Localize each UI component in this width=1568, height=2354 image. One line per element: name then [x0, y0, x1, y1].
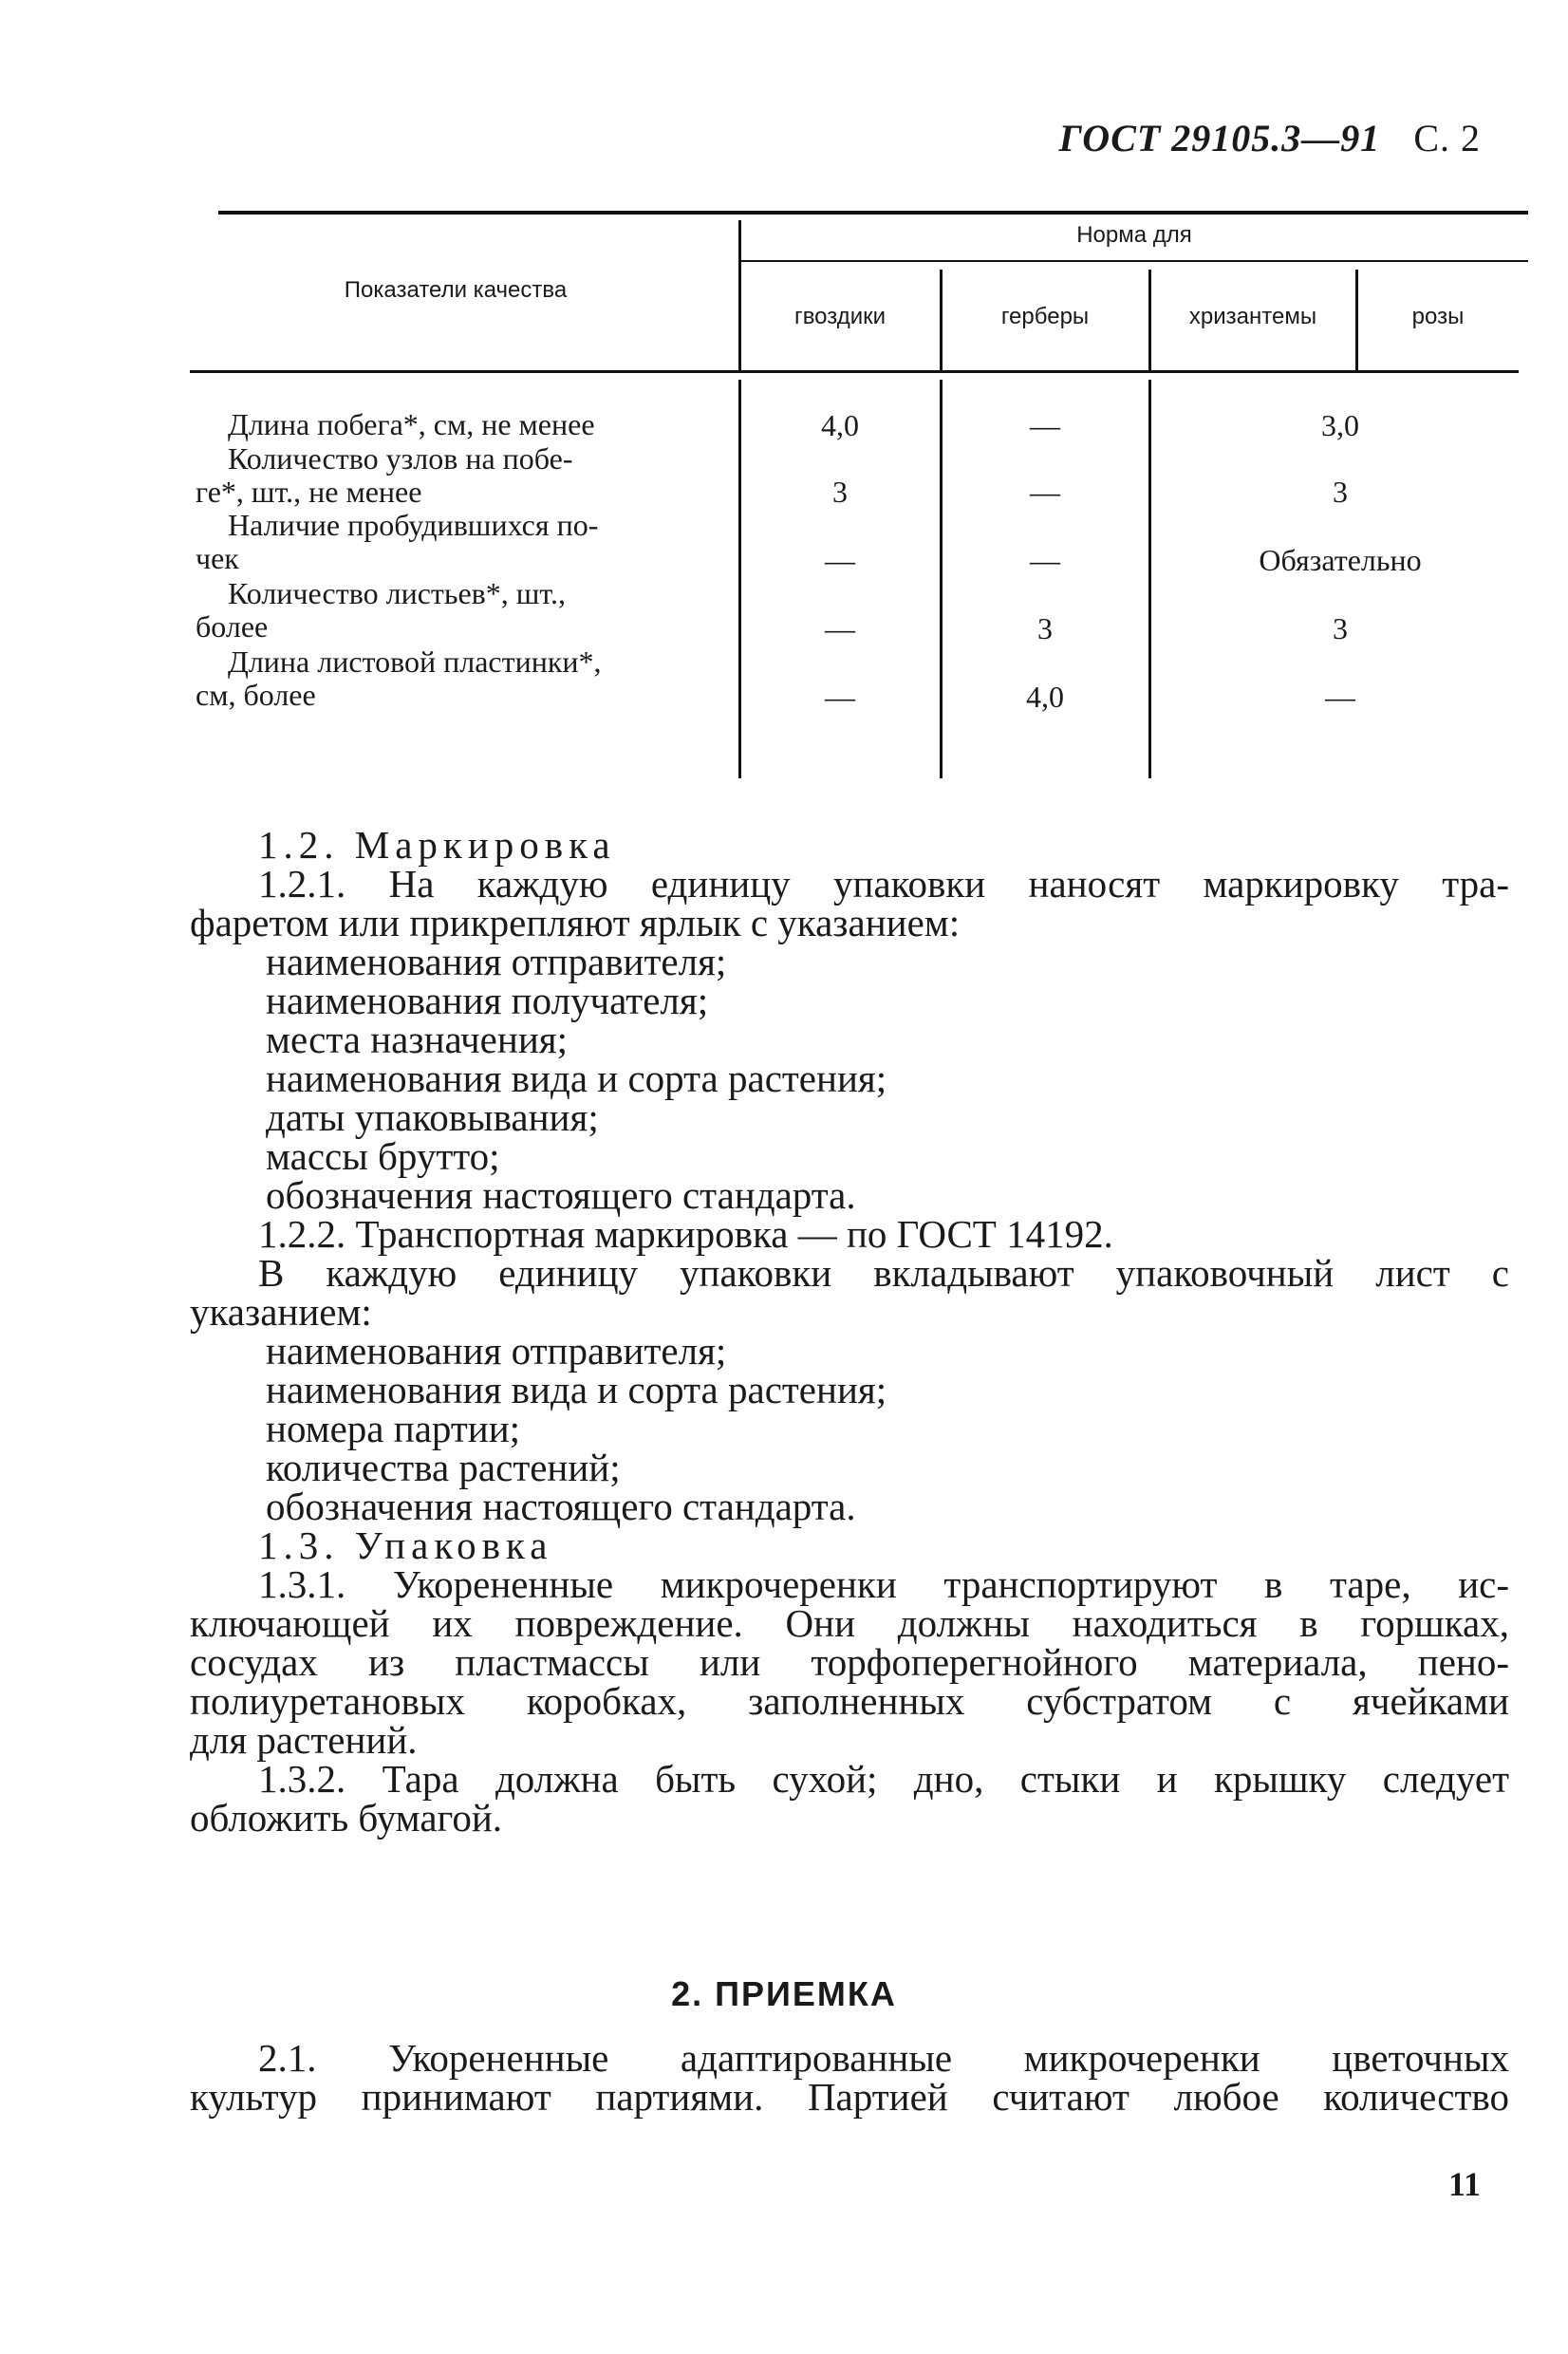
col-header-chrysanthemum: хризантемы: [1188, 304, 1317, 329]
cell-nodes-carnation: 3: [832, 475, 848, 509]
row-label-shoot-length: [196, 408, 595, 441]
cell-blade-chrys-rose: —: [1325, 680, 1355, 714]
paragraph-line: фаретом или прикрепляют ярлык с указанием:: [190, 901, 961, 944]
header-bottom-rule: [190, 370, 1519, 373]
label-line: Длина побега*, см, не менее: [228, 407, 595, 441]
label-line: ге*, шт., не менее: [196, 475, 422, 509]
page-number: 11: [1447, 2165, 1481, 2203]
cell-shoot-gerbera: —: [1030, 408, 1060, 442]
paragraph-line: 1.2.2. Транспортная маркировка — по ГОСТ 14192.: [258, 1212, 1113, 1256]
list-item: наименования получателя;: [266, 979, 709, 1022]
list-item: количества растений;: [266, 1446, 621, 1489]
paragraph-line: для растений.: [190, 1718, 418, 1762]
cell-leaves-carnation: —: [825, 611, 855, 645]
paragraph-line: 2.1. Укорененные адаптированные микрочеренки цветочных: [258, 2036, 1509, 2080]
list-item: наименования отправителя;: [266, 940, 727, 983]
quality-table: [190, 211, 1509, 780]
paragraph-line: В каждую единицу упаковки вкладывают упаковочный лист с: [258, 1251, 1509, 1295]
paragraph-line: обложить бумагой.: [190, 1796, 503, 1840]
paragraph-line: 1.2.1. На каждую единицу упаковки наносят маркировку тра-: [258, 862, 1509, 906]
page-ref: С. 2: [1413, 117, 1481, 159]
label-line: более: [196, 609, 269, 644]
row-label-leaf-blade: [196, 645, 602, 712]
table-top-rule: [218, 211, 1528, 215]
list-item: номера партии;: [266, 1407, 521, 1450]
label-line: Количество листьев*, шт.,: [228, 576, 566, 610]
cell-blade-carnation: —: [825, 680, 855, 714]
cell-nodes-gerbera: —: [1030, 475, 1060, 509]
list-item: массы брутто;: [266, 1134, 500, 1178]
norm-header: Норма для: [1076, 222, 1192, 248]
list-item: наименования вида и сорта растения;: [266, 1056, 887, 1100]
label-line: Длина листовой пластинки*,: [228, 645, 602, 679]
quality-header: Показатели качества: [344, 277, 568, 303]
list-item: обозначения настоящего стандарта.: [266, 1485, 856, 1528]
list-item: наименования отправителя;: [266, 1329, 727, 1373]
paragraph-line: указанием:: [190, 1290, 372, 1334]
list-item: места назначения;: [266, 1018, 569, 1061]
row-label-buds: [196, 509, 598, 575]
heading-marking-text: 1.2. Маркировка: [258, 823, 616, 867]
cell-shoot-carnation: 4,0: [821, 408, 859, 442]
label-line: чек: [196, 541, 239, 575]
col-header-carnation: гвоздики: [793, 304, 887, 329]
paragraph-line: полиуретановых коробках, заполненных субстратом с ячейками: [190, 1679, 1509, 1723]
label-line: Количество узлов на побе-: [228, 441, 573, 476]
paragraph-line: культур принимают партиями. Партией считают любое количество: [190, 2075, 1509, 2119]
list-item: даты упаковывания;: [266, 1095, 599, 1139]
heading-packaging-text: 1.3. Упаковка: [258, 1523, 553, 1567]
cell-buds-gerbera: —: [1030, 543, 1060, 577]
cell-leaves-chrys-rose: 3: [1333, 611, 1348, 645]
page-header: [1059, 116, 1481, 160]
col-header-rose: розы: [1411, 304, 1465, 329]
paragraph-line: 1.3.1. Укорененные микрочеренки транспортируют в таре, ис-: [258, 1562, 1509, 1606]
section-1-text: [190, 823, 1509, 1840]
cell-nodes-chrys-rose: 3: [1333, 475, 1348, 509]
paragraph-line: 1.3.2. Тара должна быть сухой; дно, стыки и крышку следует: [258, 1757, 1509, 1801]
section-2-text: [190, 2036, 1509, 2119]
cell-shoot-chrys-rose: 3,0: [1321, 408, 1359, 442]
paragraph-line: сосудах из пластмассы или торфоперегнойного материала, пено-: [190, 1640, 1509, 1684]
list-item: обозначения настоящего стандарта.: [266, 1173, 856, 1217]
paragraph-line: ключающей их повреждение. Они должны находиться в горшках,: [190, 1601, 1509, 1645]
cell-buds-carnation: —: [825, 543, 855, 577]
cell-blade-gerbera: 4,0: [1026, 680, 1064, 714]
list-item: наименования вида и сорта растения;: [266, 1368, 887, 1411]
cell-buds-chrys-rose: Обязательно: [1259, 543, 1422, 577]
cell-leaves-gerbera: 3: [1037, 611, 1053, 645]
label-line: см, более: [196, 678, 316, 712]
heading-packaging: [190, 1523, 1509, 1567]
label-line: Наличие пробудившихся по-: [228, 508, 599, 542]
heading-marking: [190, 823, 1509, 867]
standard-code: ГОСТ 29105.3—91: [1058, 117, 1381, 159]
row-label-nodes: [196, 442, 572, 509]
section-2-title: 2. ПРИЕМКА: [671, 1974, 897, 2013]
col-header-gerbera: герберы: [1000, 304, 1090, 329]
row-label-leaves: [196, 577, 566, 644]
norm-subheader-rule: [740, 260, 1528, 262]
